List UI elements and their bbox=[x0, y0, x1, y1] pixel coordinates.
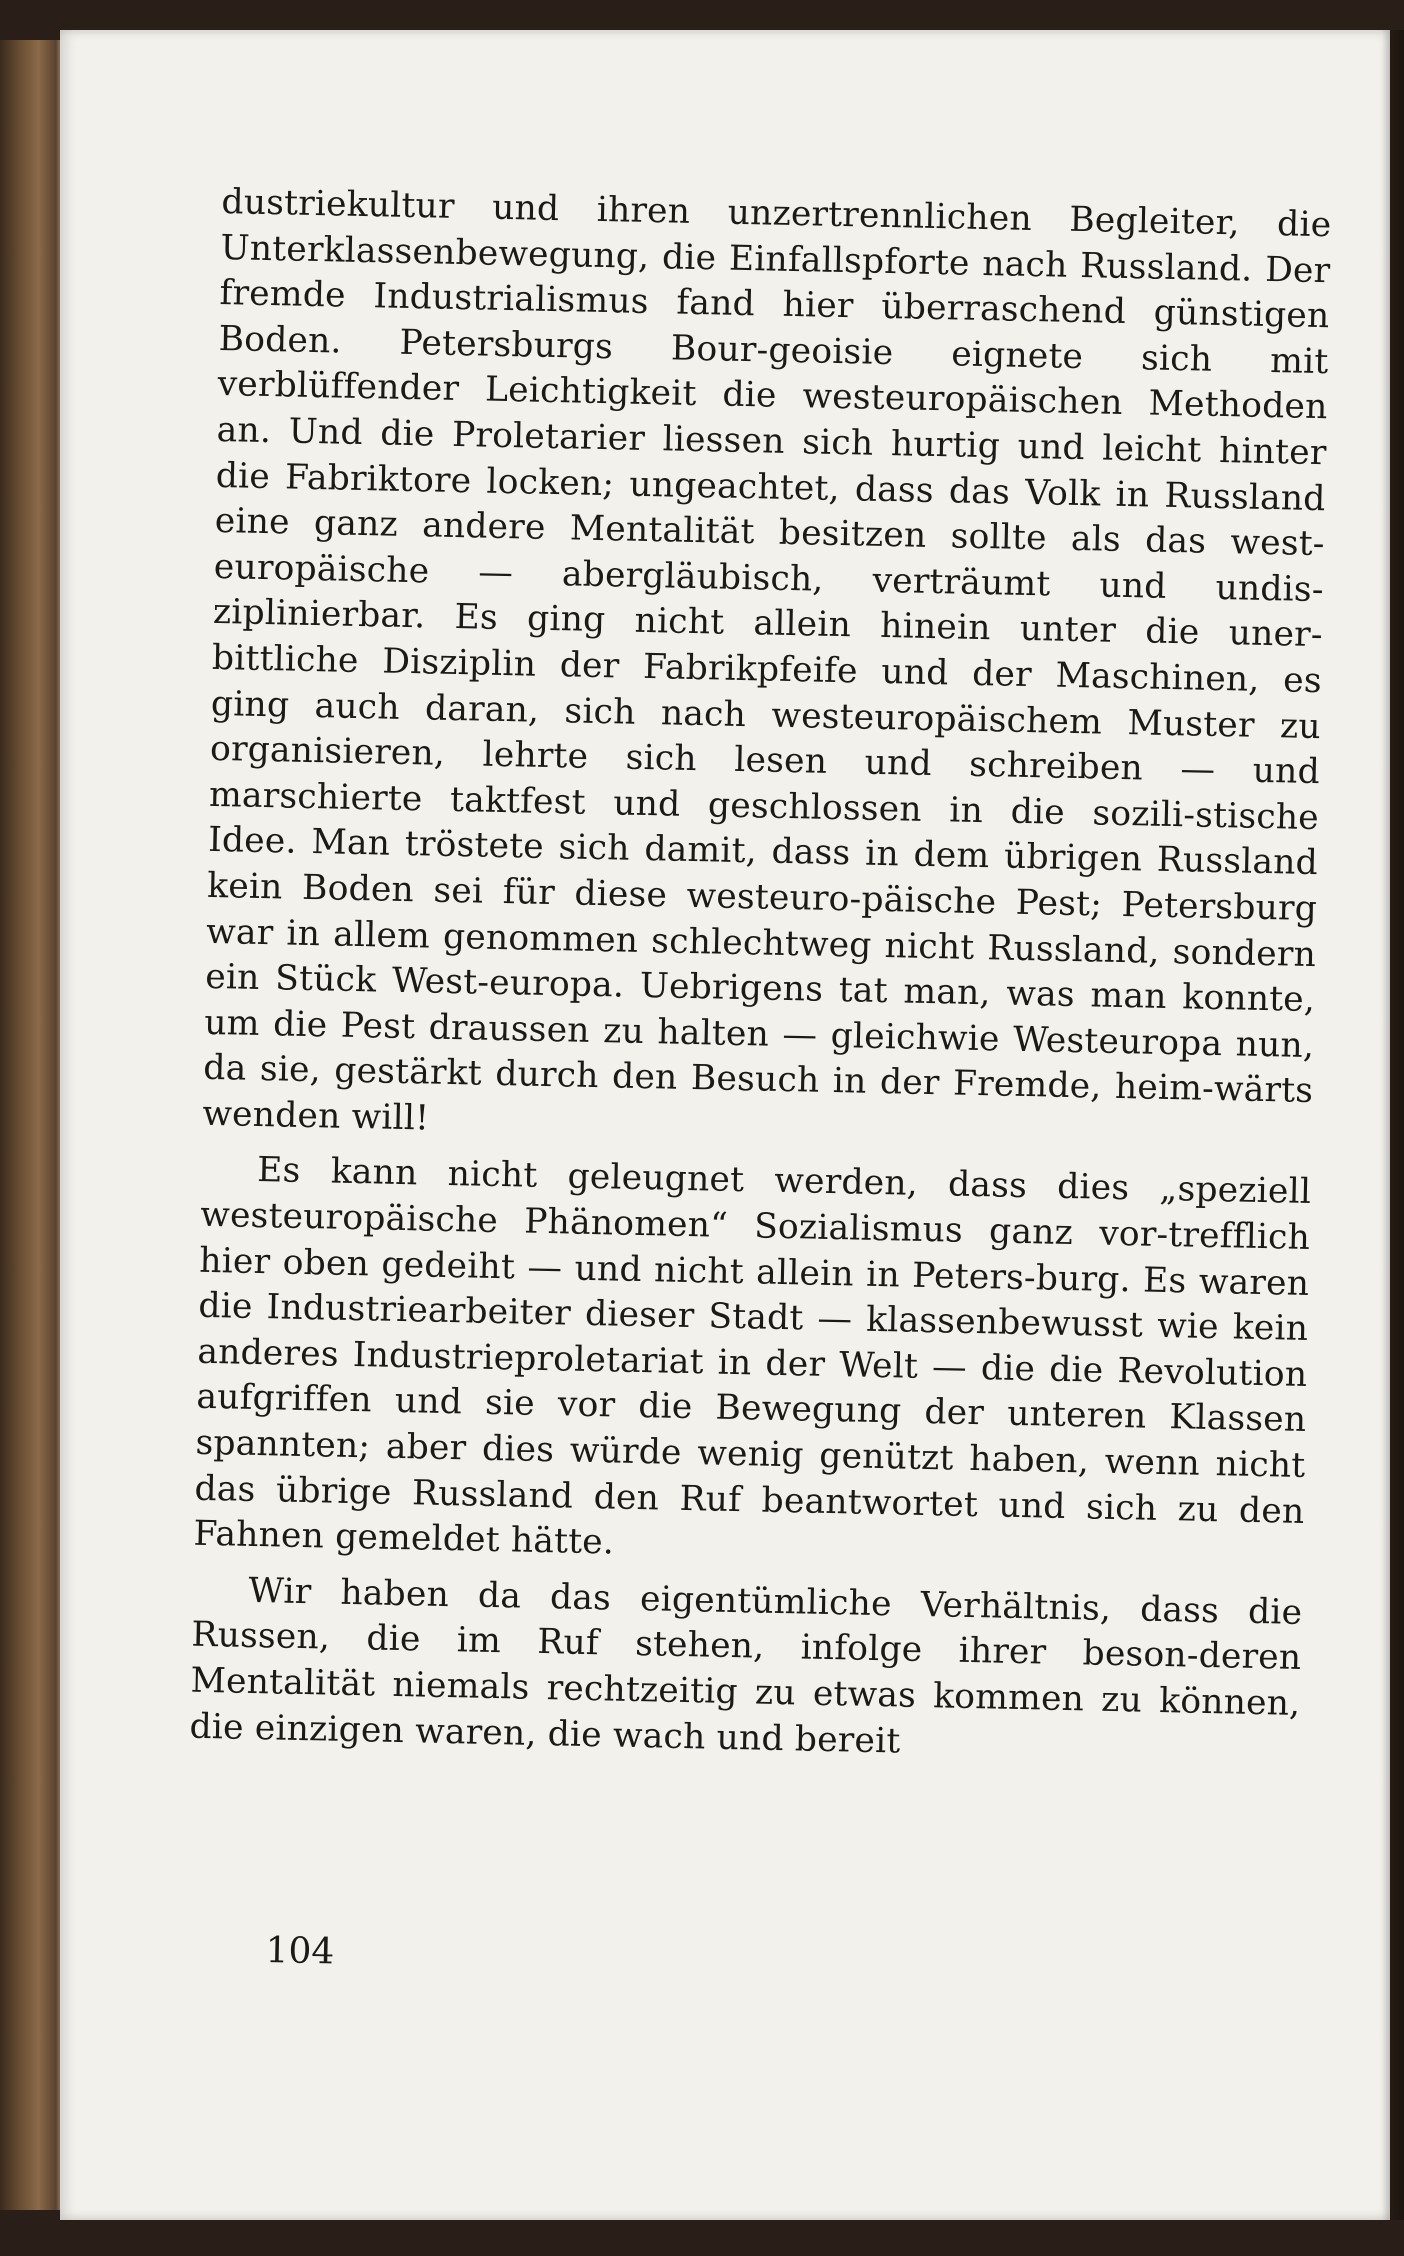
paragraph-2: Es kann nicht geleugnet werden, dass dies „speziell westeuropäische Phänomen“ Sozialismus ganz vor-trefflich hier oben gedeiht — und nicht allein in Peters-burg. Es waren die Industriearbeiter dieser Stadt — klassenbewusst wie kein anderes Industrieproletariat in der Welt — die die Revolution aufgriffen und sie vor die Bewegung der unteren Klassen spannten; aber dies würde wenig genützt haben, wenn nicht das übrige Russland den Ruf beantwortet und sich zu den Fahnen gemeldet hätte. bbox=[193, 1150, 1312, 1563]
page-bottom-edge bbox=[60, 2220, 1404, 2256]
page-text-block bbox=[189, 180, 1332, 1773]
page-right-shadow bbox=[1382, 30, 1404, 2220]
paragraph-3: Wir haben da das eigentümliche Verhältnis, dass die Russen, die im Ruf stehen, infolge ihrer beson-deren Mentalität niemals rechtzeitig zu etwas kommen zu können, die einzigen waren, die wach und bereit bbox=[189, 1570, 1303, 1762]
page-number: 104 bbox=[265, 1930, 335, 1973]
paragraph-1: dustriekultur und ihren unzertrennlichen Begleiter, die Unterklassenbewegung, die Einfallspforte nach Russland. Der fremde Industrialismus fand hier überraschend günstigen Boden. Petersburgs Bour-geoisie eignete sich mit verblüffender Leichtigkeit die westeuropäischen Methoden an. Und die Proletarier liessen sich hurtig und leicht hinter die Fabriktore locken; ungeachtet, dass das Volk in Russland eine ganz andere Mentalität besitzen sollte als das west-europäische — abergläubisch, verträumt und undis-ziplinierbar. Es ging nicht allein hinein unter die uner-bittliche Disziplin der Fabrikpfeife und der Maschinen, es ging auch daran, sich nach westeuropäischem Muster zu organisieren, lehrte sich lesen und schreiben — und marschierte taktfest und geschlossen in die sozili-stische Idee. Man tröstete sich damit, dass in dem übrigen Russland kein Boden sei für diese westeuro-päische Pest; Petersburg war in allem genommen schlechtweg nicht Russland, sondern ein Stück West-europa. Uebrigens tat man, was man konnte, um die Pest draussen zu halten — gleichwie Westeuropa nun, da sie, gestärkt durch den Besuch in der Fremde, heim-wärts wenden will! bbox=[202, 181, 1332, 1139]
